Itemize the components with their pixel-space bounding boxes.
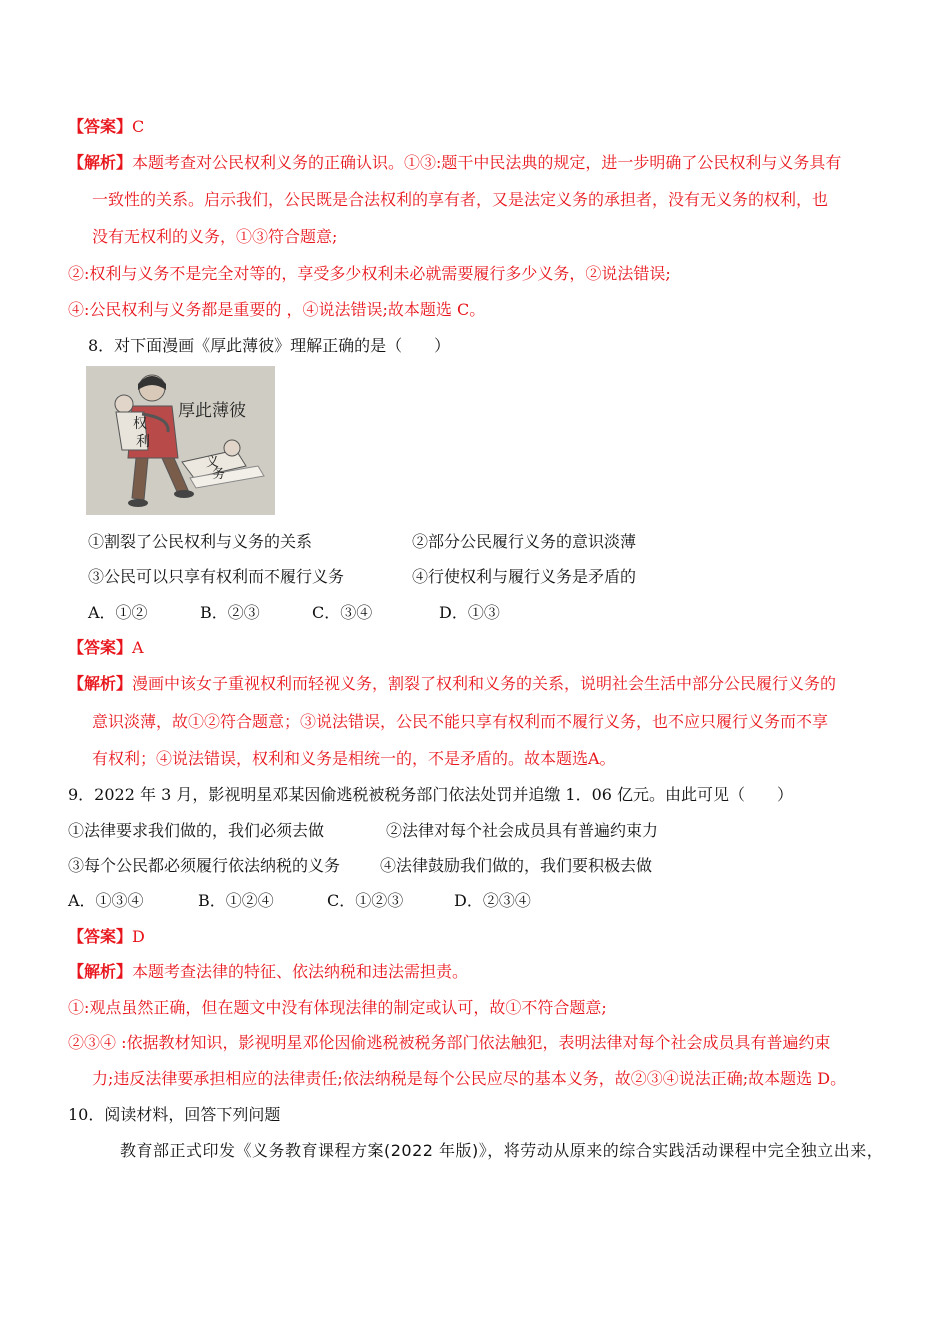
analysis-label: 【解析】 bbox=[68, 674, 133, 693]
q9-option-1: ①法律要求我们做的，我们必须去做 bbox=[68, 821, 325, 840]
q8-answer-line bbox=[68, 638, 144, 658]
q8-option-2: ②部分公民履行义务的意识淡薄 bbox=[412, 532, 637, 551]
comic-ground-text-2: 务 bbox=[212, 467, 226, 482]
answer-label: 【答案】 bbox=[68, 117, 133, 136]
answer-label: 【答案】 bbox=[68, 927, 133, 946]
comic-held-text-2: 利 bbox=[136, 434, 150, 450]
q9-analysis-line-2: ①:观点虽然正确，但在题文中没有体现法律的制定或认可，故①不符合题意; bbox=[68, 998, 607, 1017]
q9-option-3: ③每个公民都必须履行依法纳税的义务 bbox=[68, 856, 341, 875]
q9-analysis-line-3: ②③④ :依据教材知识，影视明星邓伦因偷逃税被税务部门依法触犯，表明法律对每个社会成员具有普遍约束 bbox=[68, 1033, 831, 1052]
q9-choice-c: C．①②③ bbox=[327, 891, 404, 910]
q9-choice-b: B．①②④ bbox=[198, 891, 274, 910]
q8-choice-d: D．①③ bbox=[439, 603, 500, 622]
comic-ground-text-1: 义 bbox=[206, 455, 220, 470]
comic-caption: 厚此薄彼 bbox=[178, 401, 246, 421]
q8-choice-b: B．②③ bbox=[200, 603, 260, 622]
q7-analysis-line-5: ④:公民权利与义务都是重要的 ，④说法错误;故本题选 C。 bbox=[68, 300, 486, 319]
analysis-label: 【解析】 bbox=[68, 153, 133, 172]
q7-analysis-line-1 bbox=[68, 153, 841, 173]
q9-choice-a: A．①③④ bbox=[68, 891, 144, 910]
q8-stem: 8．对下面漫画《厚此薄彼》理解正确的是（ ） bbox=[88, 336, 451, 355]
q9-analysis-line-1 bbox=[68, 962, 468, 982]
q7-analysis-line-4: ②:权利与义务不是完全对等的，享受多少权利未必就需要履行多少义务，②说法错误; bbox=[68, 264, 671, 283]
analysis-text: 漫画中该女子重视权利而轻视义务，割裂了权利和义务的关系，说明社会生活中部分公民履行义务的 bbox=[132, 674, 837, 693]
q9-analysis-line-4: 力;违反法律要承担相应的法律责任;依法纳税是每个公民应尽的基本义务，故②③④说法正确;故本题选 D。 bbox=[92, 1069, 847, 1088]
q9-option-4: ④法律鼓励我们做的，我们要积极去做 bbox=[380, 856, 653, 875]
answer-value: A bbox=[132, 638, 144, 657]
answer-value: D bbox=[132, 927, 145, 946]
q7-analysis-line-2: 一致性的关系。启示我们，公民既是合法权利的享有者，又是法定义务的承担者，没有无义务的权利，也 bbox=[92, 190, 829, 209]
q10-material-line-1: 教育部正式印发《义务教育课程方案(2022 年版)》，将劳动从原来的综合实践活动课程中完全独立出来， bbox=[120, 1141, 884, 1160]
comic-held-text-1: 权 bbox=[133, 416, 147, 432]
q9-option-2: ②法律对每个社会成员具有普遍约束力 bbox=[386, 821, 659, 840]
q8-analysis-line-3: 有权利；④说法错误，权利和义务是相统一的，不是矛盾的。故本题选A。 bbox=[92, 749, 616, 768]
comic-drawing bbox=[86, 366, 275, 515]
q9-choice-d: D．②③④ bbox=[454, 891, 531, 910]
q8-option-3: ③公民可以只享有权利而不履行义务 bbox=[88, 567, 345, 586]
q8-choice-c: C．③④ bbox=[312, 603, 373, 622]
answer-value: C bbox=[132, 117, 145, 136]
q9-answer-line bbox=[68, 927, 145, 947]
analysis-text: 本题考查对公民权利义务的正确认识。①③:题干中民法典的规定，进一步明确了公民权利与义务具有 bbox=[132, 153, 842, 172]
q7-answer-line bbox=[68, 117, 144, 137]
comic-image bbox=[86, 366, 275, 515]
answer-label: 【答案】 bbox=[68, 638, 133, 657]
q8-analysis-line-1 bbox=[68, 674, 836, 694]
q10-stem: 10．阅读材料，回答下列问题 bbox=[68, 1105, 281, 1124]
q9-stem: 9．2022 年 3 月，影视明星邓某因偷逃税被税务部门依法处罚并追缴 1．06 亿元。由此可见（ ） bbox=[68, 785, 794, 804]
q7-analysis-line-3: 没有无权利的义务，①③符合题意; bbox=[92, 227, 338, 246]
q8-option-4: ④行使权利与履行义务是矛盾的 bbox=[412, 567, 637, 586]
q8-choice-a: A．①② bbox=[88, 603, 148, 622]
q8-analysis-line-2: 意识淡薄，故①②符合题意；③说法错误，公民不能只享有权利而不履行义务，也不应只履行义务而不享 bbox=[92, 712, 829, 731]
q8-option-1: ①割裂了公民权利与义务的关系 bbox=[88, 532, 313, 551]
analysis-text: 本题考查法律的特征、依法纳税和违法需担责。 bbox=[132, 962, 469, 981]
analysis-label: 【解析】 bbox=[68, 962, 133, 981]
